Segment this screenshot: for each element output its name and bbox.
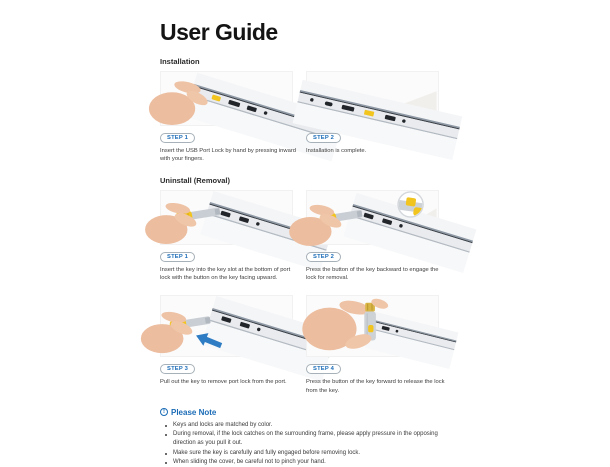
uninstall-step-4 xyxy=(306,295,445,394)
uninstall-step-2-photo xyxy=(306,190,439,245)
uninstall-step-3-caption: Pull out the key to remove port lock from the port. xyxy=(160,379,287,386)
pull-out-key-illustration xyxy=(161,296,292,356)
uninstall-heading: Uninstall (Removal) xyxy=(160,176,231,186)
install-step-2-photo xyxy=(306,71,439,126)
uninstall-step-2 xyxy=(306,190,439,282)
uninstall-step-2-caption: Press the button of the key backward to engage the lock for removal. xyxy=(306,267,439,282)
page-title: User Guide xyxy=(160,19,278,45)
please-note-section xyxy=(160,408,456,467)
install-step-1 xyxy=(160,71,296,163)
uninstall-step-3-photo xyxy=(160,295,293,357)
installation-steps-grid xyxy=(160,71,456,163)
note-bullet: During removal, if the lock catches on the surrounding frame, please apply pressure in the opposing direction as you pull it out. xyxy=(168,430,460,449)
install-step-2 xyxy=(306,71,439,163)
uninstall-step-4-caption: Press the button of the key forward to release the lock from the key. xyxy=(306,379,445,394)
please-note-title: Please Note xyxy=(171,407,217,417)
install-step-2-badge: STEP 2 xyxy=(306,133,341,144)
section-uninstall xyxy=(160,176,456,394)
key-insertion-illustration xyxy=(161,191,292,244)
uninstall-step-4-photo xyxy=(306,295,439,357)
installation-heading: Installation xyxy=(160,57,200,66)
uninstall-step-3 xyxy=(160,295,293,394)
uninstall-step-3-badge: STEP 3 xyxy=(160,364,195,375)
section-installation xyxy=(160,57,456,163)
uninstall-step-1-caption: Insert the key into the key slot at the bottom of port lock with the button on the key facing upward. xyxy=(160,267,291,282)
note-bullet: When sliding the cover, be careful not to pinch your hand. xyxy=(168,458,460,467)
uninstall-steps-grid xyxy=(160,190,456,394)
uninstall-step-4-badge: STEP 4 xyxy=(306,364,341,375)
install-step-2-caption: Installation is complete. xyxy=(306,148,367,154)
note-bullet: Keys and locks are matched by color. xyxy=(168,421,460,430)
install-step-1-caption: Insert the USB Port Lock by hand by pressing inward with your fingers. xyxy=(160,148,296,163)
install-step-1-badge: STEP 1 xyxy=(160,133,195,144)
uninstall-step-2-badge: STEP 2 xyxy=(306,252,341,263)
hand-inserting-lock-illustration xyxy=(161,72,292,125)
uninstall-step-1 xyxy=(160,190,293,282)
install-step-1-photo xyxy=(160,71,293,126)
content-column xyxy=(160,20,456,467)
alert-icon: ! xyxy=(160,408,168,416)
release-lock-from-key-illustration xyxy=(307,296,438,356)
please-note-heading xyxy=(160,408,456,417)
note-bullet-list xyxy=(160,421,460,467)
note-bullet: Make sure the key is carefully and fully engaged before removing lock. xyxy=(168,449,460,458)
lock-installed-illustration xyxy=(307,72,438,125)
uninstall-step-1-badge: STEP 1 xyxy=(160,252,195,263)
uninstall-step-1-photo xyxy=(160,190,293,245)
press-button-backward-illustration xyxy=(307,191,438,244)
